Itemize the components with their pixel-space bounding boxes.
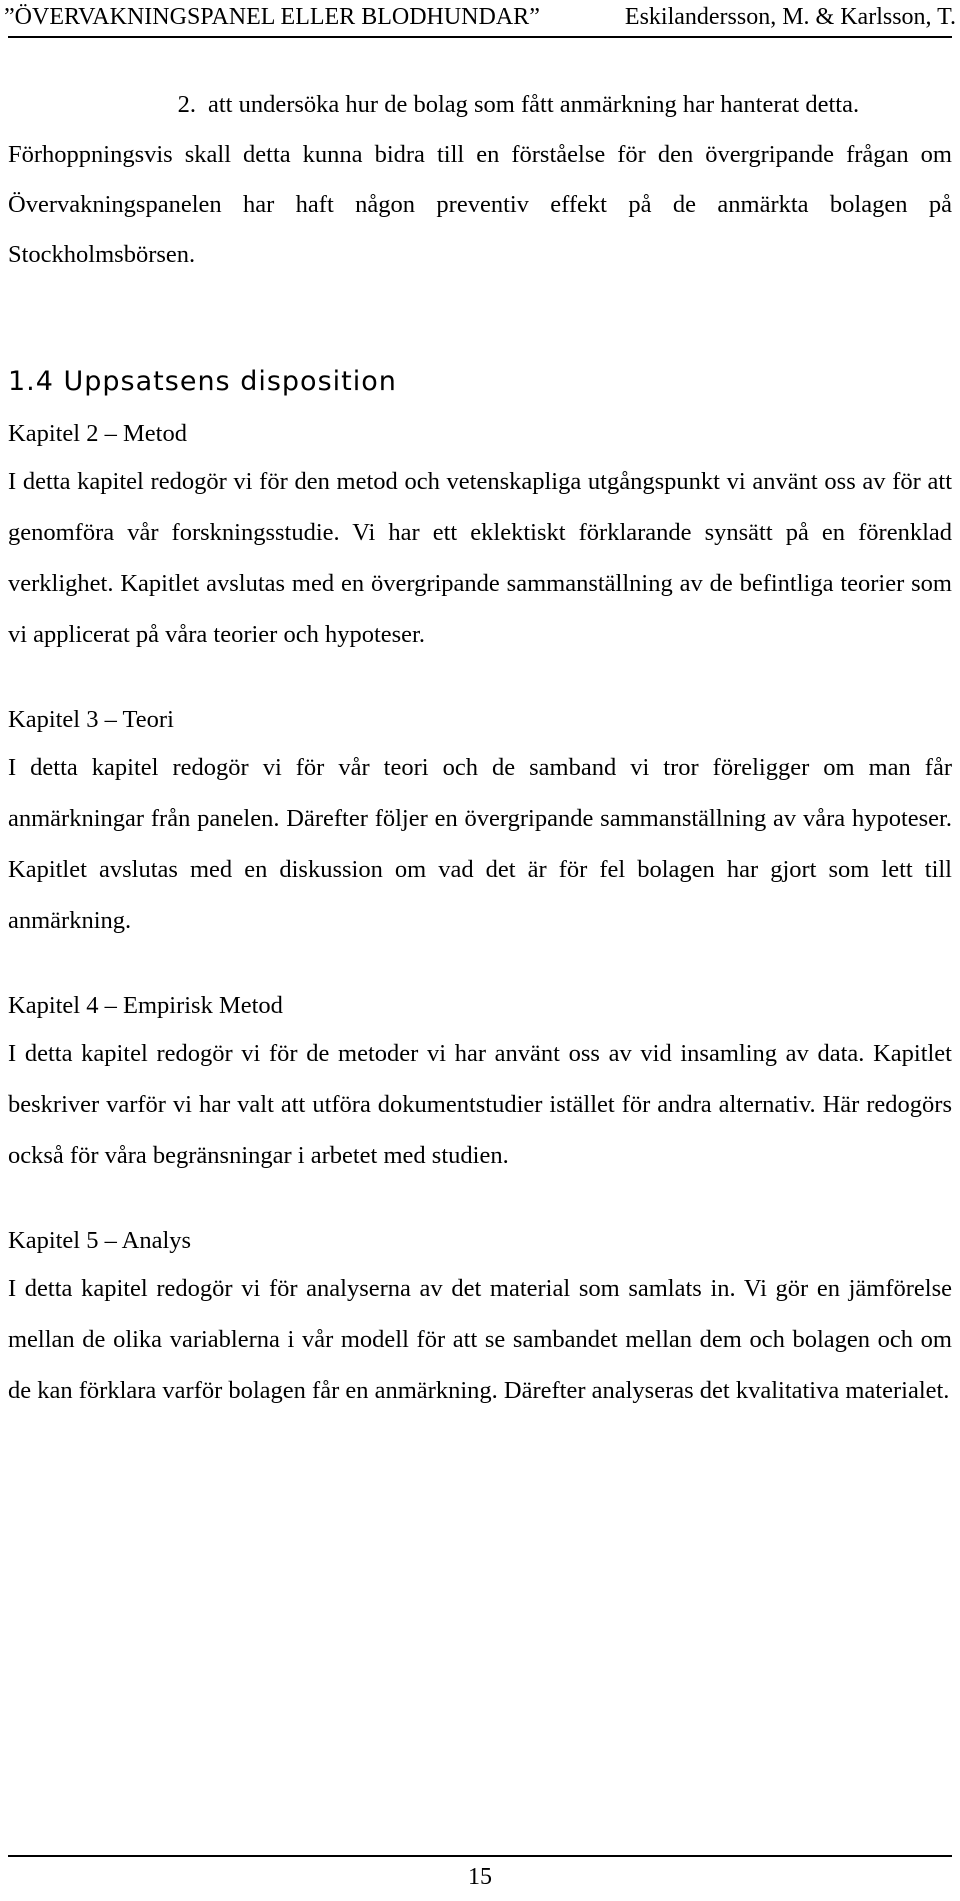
chapter-title-teori: Kapitel 3 – Teori [8, 706, 174, 733]
document-authors: Eskilandersson, M. & Karlsson, T. [624, 4, 956, 30]
footer-divider [8, 1855, 952, 1857]
chapter-body-empirisk-metod: I detta kapitel redogör vi för de metoder vi har använt oss av vid insamling av data. Kapitlet beskriver varför vi har valt att utföra dokumentstudier istället för andra alternativ. Här redogörs också för våra begränsningar i arbetet med studien. [8, 1040, 952, 1169]
header-divider [8, 36, 952, 38]
chapter-title-analys: Kapitel 5 – Analys [8, 1227, 192, 1254]
chapter-title-empirisk-metod: Kapitel 4 – Empirisk Metod [8, 992, 283, 1019]
list-item-number: 2. [177, 91, 196, 118]
running-header [0, 0, 960, 40]
chapter-body-teori: I detta kapitel redogör vi för vår teori och de samband vi tror föreligger om man får anmärkningar från panelen. Därefter följer en övergripande sammanställning av våra hypoteser. Kapitlet avslutas med en diskussion om vad det är för fel bolagen har gjort som lett till anmärkning. [8, 754, 952, 934]
page-number: 15 [468, 1864, 492, 1890]
list-item [8, 80, 952, 130]
chapter-body-analys: I detta kapitel redogör vi för analyserna av det material som samlats in. Vi gör en jämförelse mellan de olika variablerna i vår modell för att se sambandet mellan dem och bolagen och om de kan förklara varför bolagen får en anmärkning. Därefter analyseras det kvalitativa materialet. [8, 1275, 952, 1404]
chapter-body-metod: I detta kapitel redogör vi för den metod och vetenskapliga utgångspunkt vi använt oss av för att genomföra vår forskningsstudie. Vi har ett eklektiskt förklarande synsätt på en förenklad verklighet. Kapitlet avslutas med en övergripande sammanställning av de befintliga teorier som vi applicerat på våra teorier och hypoteser. [8, 468, 952, 648]
intro-paragraph: Förhoppningsvis skall detta kunna bidra till en förståelse för den övergripande frågan om Övervakningspanelen har haft någon preventiv effekt på de anmärkta bolagen på Stockholmsbörsen. [8, 141, 952, 268]
page-content [8, 80, 952, 1416]
list-item-text: att undersöka hur de bolag som fått anmärkning har hanterat detta. [208, 91, 860, 118]
document-title: ”ÖVERVAKNINGSPANEL ELLER BLODHUNDAR” [4, 4, 540, 30]
chapter-title-metod: Kapitel 2 – Metod [8, 420, 187, 447]
section-heading: 1.4 Uppsatsens disposition [8, 366, 397, 397]
